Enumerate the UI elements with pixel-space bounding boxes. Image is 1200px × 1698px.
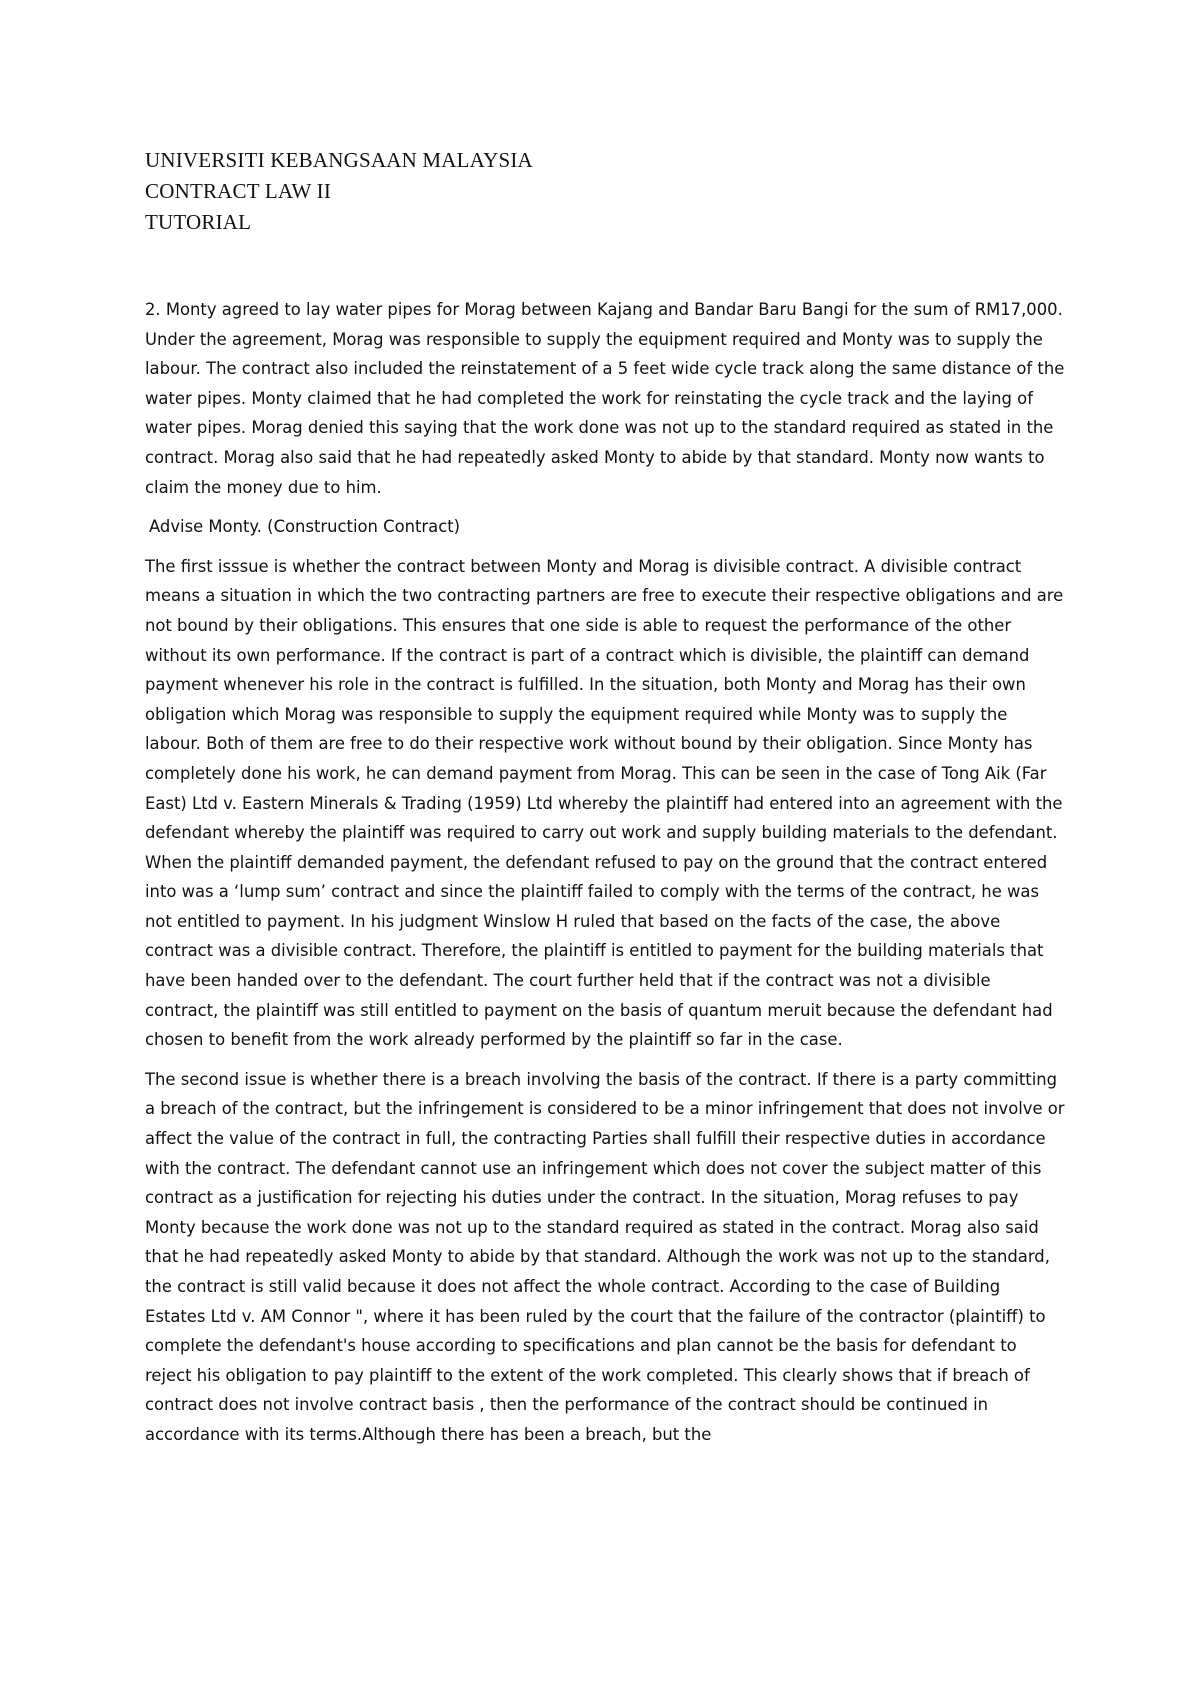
course-name: CONTRACT LAW II xyxy=(145,179,332,203)
document-body xyxy=(145,295,1065,1450)
question-paragraph: 2. Monty agreed to lay water pipes for Morag between Kajang and Bandar Baru Bangi for the sum of RM17,000. Under the agreement, Morag was responsible to supply the equipment required and Monty was to supply the labour. The contract also included the reinstatement of a 5 feet wide cycle track along the same distance of the water pipes. Monty claimed that he had completed the work for reinstating the cycle track and the laying of water pipes. Morag denied this saying that the work done was not up to the standard required as stated in the contract. Morag also said that he had repeatedly asked Monty to abide by that standard. Monty now wants to claim the money due to him. xyxy=(145,300,1065,497)
document-type: TUTORIAL xyxy=(145,210,252,234)
advise-line: Advise Monty. (Construction Contract) xyxy=(149,517,461,537)
answer-paragraph-first-issue: The first isssue is whether the contract between Monty and Morag is divisible contract. A divisible contract means a situation in which the two contracting partners are free to execute their respective obligations and are not bound by their obligations. This ensures that one side is able to request the performance of the other without its own performance. If the contract is part of a contract which is divisible, the plaintiff can demand payment whenever his role in the contract is fulfilled. In the situation, both Monty and Morag has their own obligation which Morag was responsible to supply the equipment required while Monty was to supply the labour. Both of them are free to do their respective work without bound by their obligation. Since Monty has completely done his work, he can demand payment from Morag. This can be seen in the case of Tong Aik (Far East) Ltd v. Eastern Minerals & Trading (1959) Ltd whereby the plaintiff had entered into an agreement with the defendant whereby the plaintiff was required to carry out work and supply building materials to the defendant. When the plaintiff demanded payment, the defendant refused to pay on the ground that the contract entered into was a ‘lump sum’ contract and since the plaintiff failed to comply with the terms of the contract, he was not entitled to payment. In his judgment Winslow H ruled that based on the facts of the case, the above contract was a divisible contract. Therefore, the plaintiff is entitled to payment for the building materials that have been handed over to the defendant. The court further held that if the contract was not a divisible contract, the plaintiff was still entitled to payment on the basis of quantum meruit because the defendant had chosen to benefit from the work already performed by the plaintiff so far in the case. xyxy=(145,556,1064,1050)
answer-paragraph-second-issue: The second issue is whether there is a breach involving the basis of the contract. If there is a party committing a breach of the contract, but the infringement is considered to be a minor infringement that does not involve or affect the value of the contract in full, the contracting Parties shall fulfill their respective duties in accordance with the contract. The defendant cannot use an infringement which does not cover the subject matter of this contract as a justification for rejecting his duties under the contract. In the situation, Morag refuses to pay Monty because the work done was not up to the standard required as stated in the contract. Morag also said that he had repeatedly asked Monty to abide by that standard. Although the work was not up to the standard, the contract is still valid because it does not affect the whole contract. According to the case of Building Estates Ltd v. AM Connor ", where it has been ruled by the court that the failure of the contractor (plaintiff) to complete the defendant's house according to specifications and plan cannot be the basis for defendant to reject his obligation to pay plaintiff to the extent of the work completed. This clearly shows that if breach of contract does not involve contract basis , then the performance of the contract should be continued in accordance with its terms.Although there has been a breach, but the xyxy=(145,1069,1065,1444)
university-name: UNIVERSITI KEBANGSAAN MALAYSIA xyxy=(145,148,533,172)
document-heading xyxy=(145,145,533,238)
